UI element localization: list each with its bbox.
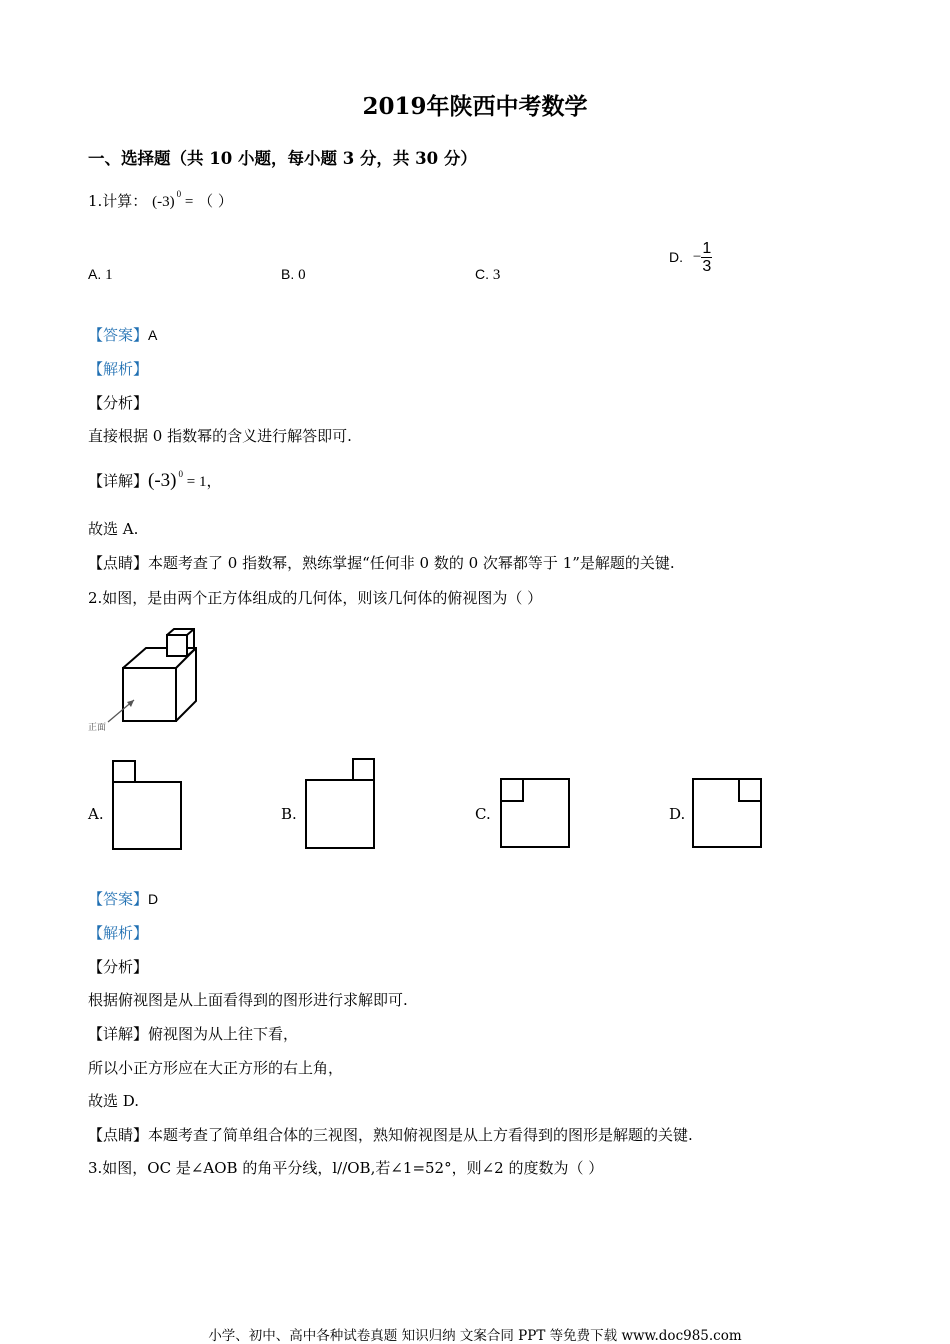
- q1-comment: 【点睛】本题考查了 0 指数幂，熟练掌握“任何非 0 数的 0 次幂都等于 1”是解题的关键.: [88, 554, 675, 572]
- q2-option-b-label: B.: [281, 805, 297, 823]
- q2-figure-label: 正面: [88, 723, 107, 733]
- q2-analysis-tag: 【解析】: [88, 924, 149, 942]
- q1-option-a: A. 1: [88, 266, 113, 283]
- q2-option-a-figure: [112, 760, 184, 852]
- q2-option-c-label: C.: [475, 805, 491, 823]
- q1-detail: 【详解】(-3) $^0$ = 1，: [88, 469, 222, 491]
- q1-exponent: 0: [176, 189, 182, 199]
- q1-option-d-fraction: $\frac{1}{3}$: [702, 240, 712, 275]
- q1-equals: =: [184, 194, 194, 210]
- q1-conclusion: 故选 A.: [88, 520, 139, 538]
- q1-answer: 【答案】A: [88, 326, 158, 344]
- q2-option-c-figure: [500, 778, 572, 852]
- q2-cubes-figure: [86, 626, 216, 738]
- q2-answer: 【答案】D: [88, 890, 159, 908]
- q1-fenxi-tag: 【分析】: [88, 394, 149, 412]
- q1-base: (-3): [152, 194, 175, 210]
- q1-detail-base: (-3): [148, 470, 177, 491]
- q2-option-a-label: A.: [88, 805, 104, 823]
- q2-fenxi: 根据俯视图是从上面看得到的图形进行求解即可.: [88, 991, 408, 1009]
- q1-option-c: C. 3: [475, 266, 501, 283]
- q3-stem: 3.如图，OC 是∠AOB 的角平分线，l//OB,若∠1=52°，则∠2 的度数为（ ）: [88, 1159, 604, 1177]
- page-footer: 小学、初中、高中各种试卷真题 知识归纳 文案合同 PPT 等免费下载 www.doc985.com: [208, 1328, 742, 1344]
- q2-conclusion: 故选 D.: [88, 1092, 140, 1110]
- q1-blank: （ ）: [198, 192, 233, 210]
- q1-expression: [152, 189, 194, 210]
- q2-option-d-label: D.: [669, 805, 686, 823]
- q1-analysis-tag: 【解析】: [88, 360, 149, 378]
- q1-prefix: 1.计算：: [88, 192, 148, 210]
- q2-fenxi-tag: 【分析】: [88, 958, 149, 976]
- q1-stem: [88, 190, 233, 211]
- q1-fenxi: 直接根据 0 指数幂的含义进行解答即可.: [88, 427, 352, 445]
- q1-option-b: B. 0: [281, 266, 306, 283]
- page-title: 2019年陕西中考数学: [362, 93, 588, 120]
- q2-detail-2: 所以小正方形应在大正方形的右上角，: [88, 1059, 344, 1077]
- q2-comment: 【点睛】本题考查了简单组合体的三视图，熟知俯视图是从上方看得到的图形是解题的关键.: [88, 1126, 693, 1144]
- q1-option-d-sign: −: [692, 249, 702, 266]
- section-heading: 一、选择题（共 10 小题，每小题 3 分，共 30 分）: [88, 149, 477, 168]
- q2-option-b-figure: [305, 758, 377, 852]
- q1-option-d: D. − $\frac{1}{3}$: [669, 240, 712, 275]
- q2-stem: 2.如图，是由两个正方体组成的几何体，则该几何体的俯视图为（ ）: [88, 589, 543, 607]
- q2-detail-1: 【详解】俯视图为从上往下看，: [88, 1025, 299, 1043]
- q2-option-d-figure: [692, 778, 764, 852]
